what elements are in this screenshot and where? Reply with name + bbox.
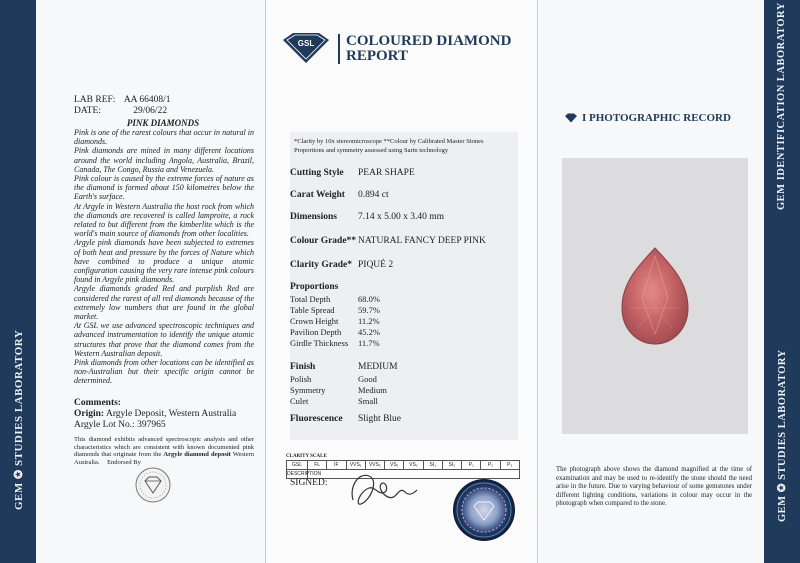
logo-text: GSL bbox=[297, 39, 315, 48]
pink-pear-diamond-image bbox=[562, 158, 748, 434]
clarity-scale-cell: FL bbox=[308, 461, 327, 469]
pink-diamond-text bbox=[74, 128, 254, 386]
right-side-strip bbox=[764, 0, 800, 563]
right-strip-top-label: GEM IDENTIFICATION LABORATORY bbox=[776, 2, 787, 210]
endorsed-label: Endorsed By bbox=[107, 458, 141, 466]
paragraph: At GSL we use advanced spectroscopic techniques and advanced instrumentation to identify the unique atomic structures that prove that the diamond comes from the Western Australian deposit. bbox=[74, 321, 254, 358]
date-value: 29/06/22 bbox=[133, 106, 168, 116]
date-line bbox=[74, 106, 167, 116]
clarity-scale-cell: P₂ bbox=[481, 461, 500, 469]
lab-ref-value: AA 66408/1 bbox=[123, 95, 171, 105]
origin-value: Argyle Deposit, Western Australia bbox=[105, 409, 237, 419]
lot-line bbox=[74, 420, 166, 430]
endorsement-seal-icon bbox=[134, 466, 172, 504]
date-label: DATE: bbox=[74, 106, 101, 116]
signature-icon bbox=[345, 466, 425, 514]
right-strip-bottom-label: GEM ✪ STUDIES LABORATORY bbox=[777, 349, 788, 522]
info-panel bbox=[36, 0, 266, 563]
paragraph: At Argyle in Western Australia the host rock from which the diamonds are recovered is called lamproite, a rock related to but different from the kimberlite which is the world's main source of diamonds from other localities. bbox=[74, 201, 254, 239]
clarity-scale-cell: VVS₁ bbox=[347, 461, 366, 469]
title-divider bbox=[338, 34, 340, 64]
lot-value: 397965 bbox=[137, 420, 166, 430]
clarity-scale-cell: P₁ bbox=[462, 461, 481, 469]
clarity-scale-cell: IF bbox=[327, 461, 346, 469]
photo-caption: The photograph above shows the diamond magnified at the time of examination and may be used to re-identify the stone should the need arise in the future. Due to varying behaviour of some gemstones under different lighting conditions, variations in colour may occur in the photograph when compared to the stone. bbox=[556, 466, 752, 508]
clarity-scale-cell: VS₂ bbox=[404, 461, 423, 469]
comments-label: Comments: bbox=[74, 398, 121, 408]
paragraph: Argyle pink diamonds have been subjected to extremes of both heat and pressure by the forces of Nature which have combined to produce a unique atomic configuration causing the very rare intense pink colours found in Argyle pink diamonds. bbox=[74, 238, 254, 285]
clarity-scale-title: CLARITY SCALE bbox=[286, 454, 327, 459]
clarity-scale-cell: VS₁ bbox=[385, 461, 404, 469]
signed-label: SIGNED: bbox=[290, 478, 328, 488]
clarity-scale-cell: GSL bbox=[287, 461, 308, 469]
left-side-strip bbox=[0, 0, 36, 563]
notes-line-1: *Clarity by 10x stereomicroscope **Colour by Calibrated Master Stones bbox=[294, 138, 484, 145]
paragraph: Argyle diamonds graded Red and purplish Red are considered the rarest of all red diamonds because of the extremely low numbers that are found in the global market. bbox=[74, 284, 254, 322]
paragraph: Pink diamonds from other locations can be identified as non-Australian but their specific origin cannot be determined. bbox=[74, 358, 254, 386]
clarity-scale-cell: VVS₂ bbox=[366, 461, 385, 469]
clarity-scale-cell: SI₂ bbox=[443, 461, 462, 469]
hologram-seal-icon bbox=[452, 478, 516, 542]
diamond-logo-icon bbox=[564, 113, 578, 123]
origin-line bbox=[74, 409, 236, 419]
photo-panel bbox=[538, 0, 764, 563]
notes-line-2: Proportions and symmetry assessed using Sarin technology bbox=[294, 147, 449, 154]
paragraph: Pink colour is caused by the extreme forces of nature as the diamond is formed about 150 kilometres below the Earth's surface. bbox=[74, 174, 254, 202]
origin-label: Origin: bbox=[74, 409, 105, 419]
report-title: COLOURED DIAMOND REPORT bbox=[346, 33, 512, 64]
lot-label: Argyle Lot No.: bbox=[74, 420, 135, 430]
clarity-scale-row: DESCRIPTION bbox=[287, 471, 322, 477]
footnote: This diamond exhibits advanced spectroscopic analysis and other characteristics which are consistent with known documented pink diamonds that originate from the Argyle diamond deposit Western Australia. Endorsed By bbox=[74, 436, 254, 466]
paragraph: Pink diamonds are mined in many different locations around the world including Angola, Australia, Brazil, Canada, The Congo, Russia and Venezuela. bbox=[74, 146, 254, 174]
photographic-record-title: I PHOTOGRAPHIC RECORD bbox=[582, 112, 731, 124]
report-fields-box: *Clarity by 10x stereomicroscope **Colour by Calibrated Master Stones Proportions and symmetry assessed using Sarin technology Cutting Style PEAR SHAPE Carat Weight 0.894 ct Dimensions 7.14 x 5.00 x 3.40 mm Colour Grade** NATURAL FANCY DEEP PINK Clarity Grade* PIQUÉ 2 Proportions Total Depth 68.0% Table Spread 59.7% Crown Height 11.2% Pavilion Depth 45.2% Girdle Thickness 11.7% Finish MEDIUM Polish Good Symmetry Medium Culet Small Fluorescence Slight Blue bbox=[290, 132, 518, 440]
paragraph: Pink is one of the rarest colours that occur in natural in diamonds. bbox=[74, 128, 254, 147]
left-strip-label: GEM ✪ STUDIES LABORATORY bbox=[13, 329, 25, 510]
clarity-scale-cell: P₃ bbox=[507, 462, 513, 468]
lab-ref-line bbox=[74, 95, 171, 105]
section-title: PINK DIAMONDS bbox=[126, 118, 200, 128]
clarity-scale-cell: SI₁ bbox=[424, 461, 443, 469]
lab-ref-label: LAB REF: bbox=[74, 95, 116, 105]
gsl-diamond-logo-icon bbox=[281, 32, 331, 64]
proportions-title: Proportions bbox=[290, 282, 339, 292]
diamond-photo bbox=[562, 158, 748, 434]
